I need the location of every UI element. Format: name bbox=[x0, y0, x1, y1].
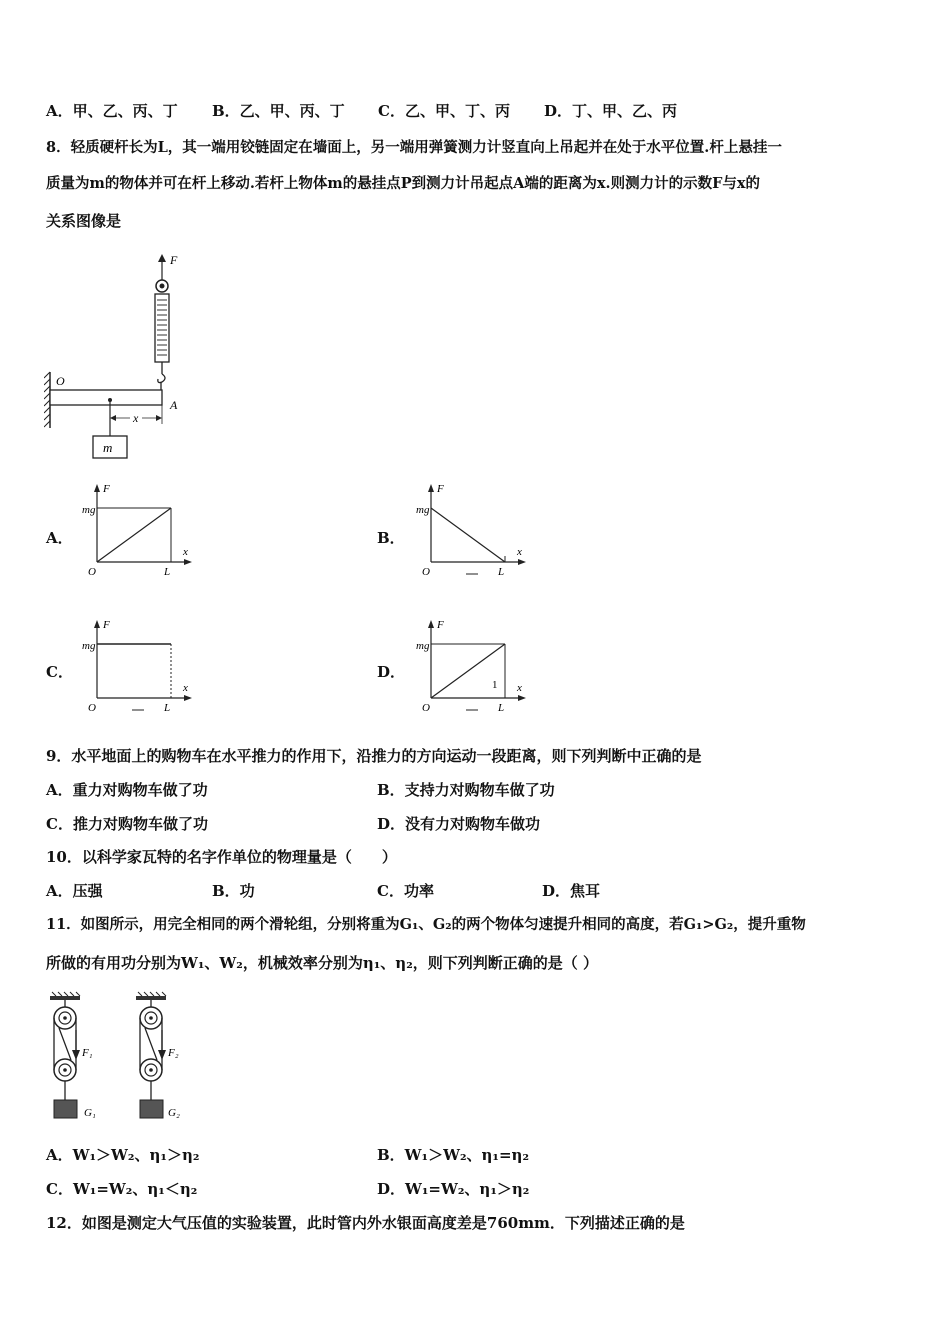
label-G1: G₁ bbox=[84, 1107, 96, 1119]
graph-b bbox=[412, 478, 532, 578]
pulley-system-1 bbox=[50, 992, 96, 1119]
label-m: m bbox=[103, 440, 113, 455]
q11-option-a: A．W₁＞W₂、η₁＞η₂ bbox=[46, 1146, 200, 1164]
label-G2: G₂ bbox=[168, 1107, 180, 1119]
label-A: A bbox=[170, 398, 178, 412]
q11-option-c: C．W₁=W₂、η₁＜η₂ bbox=[46, 1180, 198, 1198]
graph-a-F: F bbox=[103, 483, 110, 495]
graph-d-one: 1 bbox=[492, 679, 498, 691]
q8-stem-line3: 关系图像是 bbox=[46, 212, 122, 230]
graph-b-O: O bbox=[422, 566, 430, 578]
q9-option-b: B．支持力对购物车做了功 bbox=[377, 781, 555, 799]
graph-d-O: O bbox=[422, 702, 430, 714]
q10-option-d: D．焦耳 bbox=[542, 882, 601, 900]
q8-stem-line2: 质量为m的物体并可在杆上移动.若杆上物体m的悬挂点P到测力计吊起点A端的距离为x.则测力计的示数F与x的 bbox=[46, 175, 761, 192]
graph-a-mg: mg bbox=[82, 504, 96, 516]
q10-option-b: B．功 bbox=[212, 882, 255, 900]
graph-c-O: O bbox=[88, 702, 96, 714]
q10-option-c: C．功率 bbox=[377, 882, 434, 900]
graph-b-L: L bbox=[498, 566, 505, 578]
graph-a-O: O bbox=[88, 566, 96, 578]
q9-option-a: A．重力对购物车做了功 bbox=[46, 781, 208, 799]
graph-a-L: L bbox=[164, 566, 171, 578]
graph-c-F: F bbox=[103, 619, 110, 631]
graph-c-mg: mg bbox=[82, 640, 96, 652]
q8-option-d: D． bbox=[377, 663, 406, 681]
graph-d-F: F bbox=[437, 619, 444, 631]
pulley-system-2 bbox=[136, 992, 180, 1119]
label-F2: F₂ bbox=[168, 1047, 179, 1059]
graph-b-F: F bbox=[437, 483, 444, 495]
q7-option-d: D．丁、甲、乙、丙 bbox=[544, 102, 678, 120]
graph-a bbox=[78, 478, 198, 578]
graph-c bbox=[78, 614, 198, 714]
pulley-figure bbox=[44, 990, 204, 1125]
graph-b-mg: mg bbox=[416, 504, 430, 516]
graph-d-L: L bbox=[498, 702, 505, 714]
graph-c-x: x bbox=[183, 682, 188, 694]
q9-option-c: C．推力对购物车做了功 bbox=[46, 815, 208, 833]
label-F1: F₁ bbox=[82, 1047, 93, 1059]
q9-option-d: D．没有力对购物车做功 bbox=[377, 815, 541, 833]
q11-option-d: D．W₁=W₂、η₁＞η₂ bbox=[377, 1180, 530, 1198]
graph-a-x: x bbox=[183, 546, 188, 558]
graph-d bbox=[412, 614, 532, 714]
lever-figure bbox=[44, 250, 194, 465]
q10-option-a: A．压强 bbox=[46, 882, 103, 900]
q8-option-a: A． bbox=[46, 529, 73, 547]
graph-b-x: x bbox=[517, 546, 522, 558]
q10-stem: 10．以科学家瓦特的名字作单位的物理量是（ ） bbox=[46, 848, 397, 866]
q7-option-a: A．甲、乙、丙、丁 bbox=[46, 102, 178, 120]
q8-option-c: C． bbox=[46, 663, 73, 681]
q7-option-b: B．乙、甲、丙、丁 bbox=[212, 102, 345, 120]
q11-stem-line1: 11．如图所示，用完全相同的两个滑轮组，分别将重为G₁、G₂的两个物体匀速提升相同的高度，若G₁>G₂，提升重物 bbox=[46, 916, 806, 933]
q8-option-b: B． bbox=[377, 529, 405, 547]
q9-stem: 9．水平地面上的购物车在水平推力的作用下，沿推力的方向运动一段距离，则下列判断中正确的是 bbox=[46, 747, 702, 765]
graph-c-L: L bbox=[164, 702, 171, 714]
graph-d-x: x bbox=[517, 682, 522, 694]
q8-stem-line1: 8．轻质硬杆长为L，其一端用铰链固定在墙面上，另一端用弹簧测力计竖直向上吊起并在处于水平位置.杆上悬挂一 bbox=[46, 139, 782, 156]
label-F: F bbox=[170, 253, 178, 267]
q11-option-b: B．W₁＞W₂、η₁=η₂ bbox=[377, 1146, 530, 1164]
q7-option-c: C．乙、甲、丁、丙 bbox=[378, 102, 510, 120]
q11-stem-line2: 所做的有用功分别为W₁、W₂，机械效率分别为η₁、η₂，则下列判断正确的是（ ） bbox=[46, 954, 599, 972]
label-O: O bbox=[56, 374, 65, 388]
label-x: x bbox=[133, 411, 139, 425]
q12-stem: 12．如图是测定大气压值的实验装置，此时管内外水银面高度差是760mm．下列描述正确的是 bbox=[46, 1214, 685, 1232]
graph-d-mg: mg bbox=[416, 640, 430, 652]
